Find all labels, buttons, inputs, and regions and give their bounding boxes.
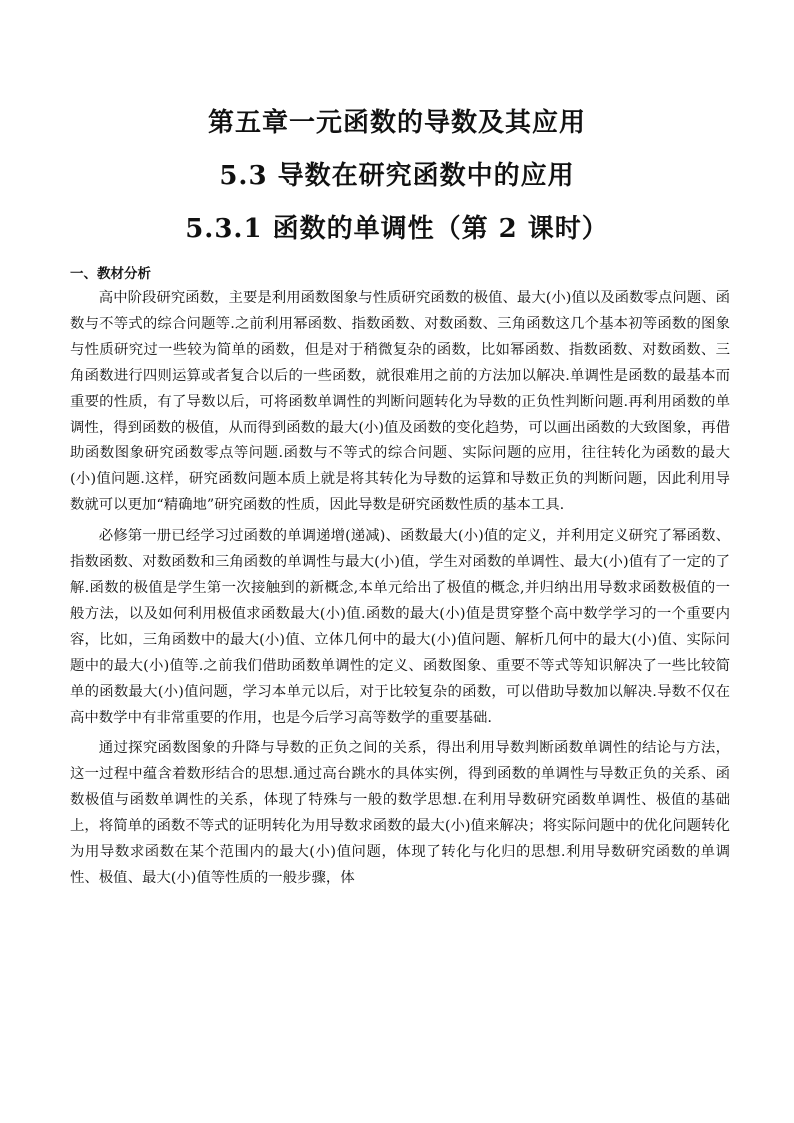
- section-heading-textbook-analysis: 一、教材分析: [70, 266, 151, 282]
- paragraph: 通过探究函数图象的升降与导数的正负之间的关系，得出利用导数判断函数单调性的结论与方法，这一过程中蕴含着数形结合的思想.通过高台跳水的具体实例，得到函数的单调性与导数正负的关系、函数极值与函数单调性的关系，体现了特殊与一般的数学思想.在利用导数研究函数单调性、极值的基础上，将简单的函数不等式的证明转化为用导数求函数的最大(小)值来解决；将实际问题中的优化问题转化为用导数求函数在某个范围内的最大(小)值问题，体现了转化与化归的思想.利用导数研究函数的单调性、极值、最大(小)值等性质的一般步骤，体: [70, 740, 730, 886]
- paragraph: 必修第一册已经学习过函数的单调递增(递减)、函数最大(小)值的定义，并利用定义研究了幂函数、指数函数、对数函数和三角函数的单调性与最大(小)值，学生对函数的单调性、最大(小)值有了一定的了解.函数的极值是学生第一次接触到的新概念,本单元给出了极值的概念,并归纳出用导数求函数极值的一般方法，以及如何利用极值求函数最大(小)值.函数的最大(小)值是贯穿整个高中数学学习的一个重要内容，比如，三角函数中的最大(小)值、立体几何中的最大(小)值问题、解析几何中的最大(小)值、实际问题中的最大(小)值等.之前我们借助函数单调性的定义、函数图象、重要不等式等知识解决了一些比较简单的函数最大(小)值问题，学习本单元以后，对于比较复杂的函数，可以借助导数加以解决.导数不仅在高中数学中有非常重要的作用，也是今后学习高等数学的重要基础.: [70, 528, 730, 726]
- paragraph: 高中阶段研究函数，主要是利用函数图象与性质研究函数的极值、最大(小)值以及函数零点问题、函数与不等式的综合问题等.之前利用幂函数、指数函数、对数函数、三角函数这几个基本初等函数的图象与性质研究过一些较为简单的函数，但是对于稍微复杂的函数，比如幂函数、指数函数、对数函数、三角函数进行四则运算或者复合以后的一些函数，就很难用之前的方法加以解决.单调性是函数的最基本而重要的性质，有了导数以后，可将函数单调性的判断问题转化为导数的正负性判断问题.再利用函数的单调性，得到函数的极值，从而得到函数的最大(小)值及函数的变化趋势，可以画出函数的大致图象，再借助函数图象研究函数零点等问题.函数与不等式的综合问题、实际问题的应用，往往转化为函数的最大(小)值问题.这样，研究函数问题本质上就是将其转化为导数的运算和导数正负的判断问题，因此利用导数就可以更加“精确地”研究函数的性质，因此导数是研究函数性质的基本工具.: [70, 290, 730, 514]
- lesson-title: 5.3.1 函数的单调性（第 2 课时）: [185, 214, 609, 244]
- chapter-title: 第五章一元函数的导数及其应用: [207, 108, 586, 138]
- section-title: 5.3 导数在研究函数中的应用: [219, 161, 575, 191]
- section-body: [70, 286, 730, 892]
